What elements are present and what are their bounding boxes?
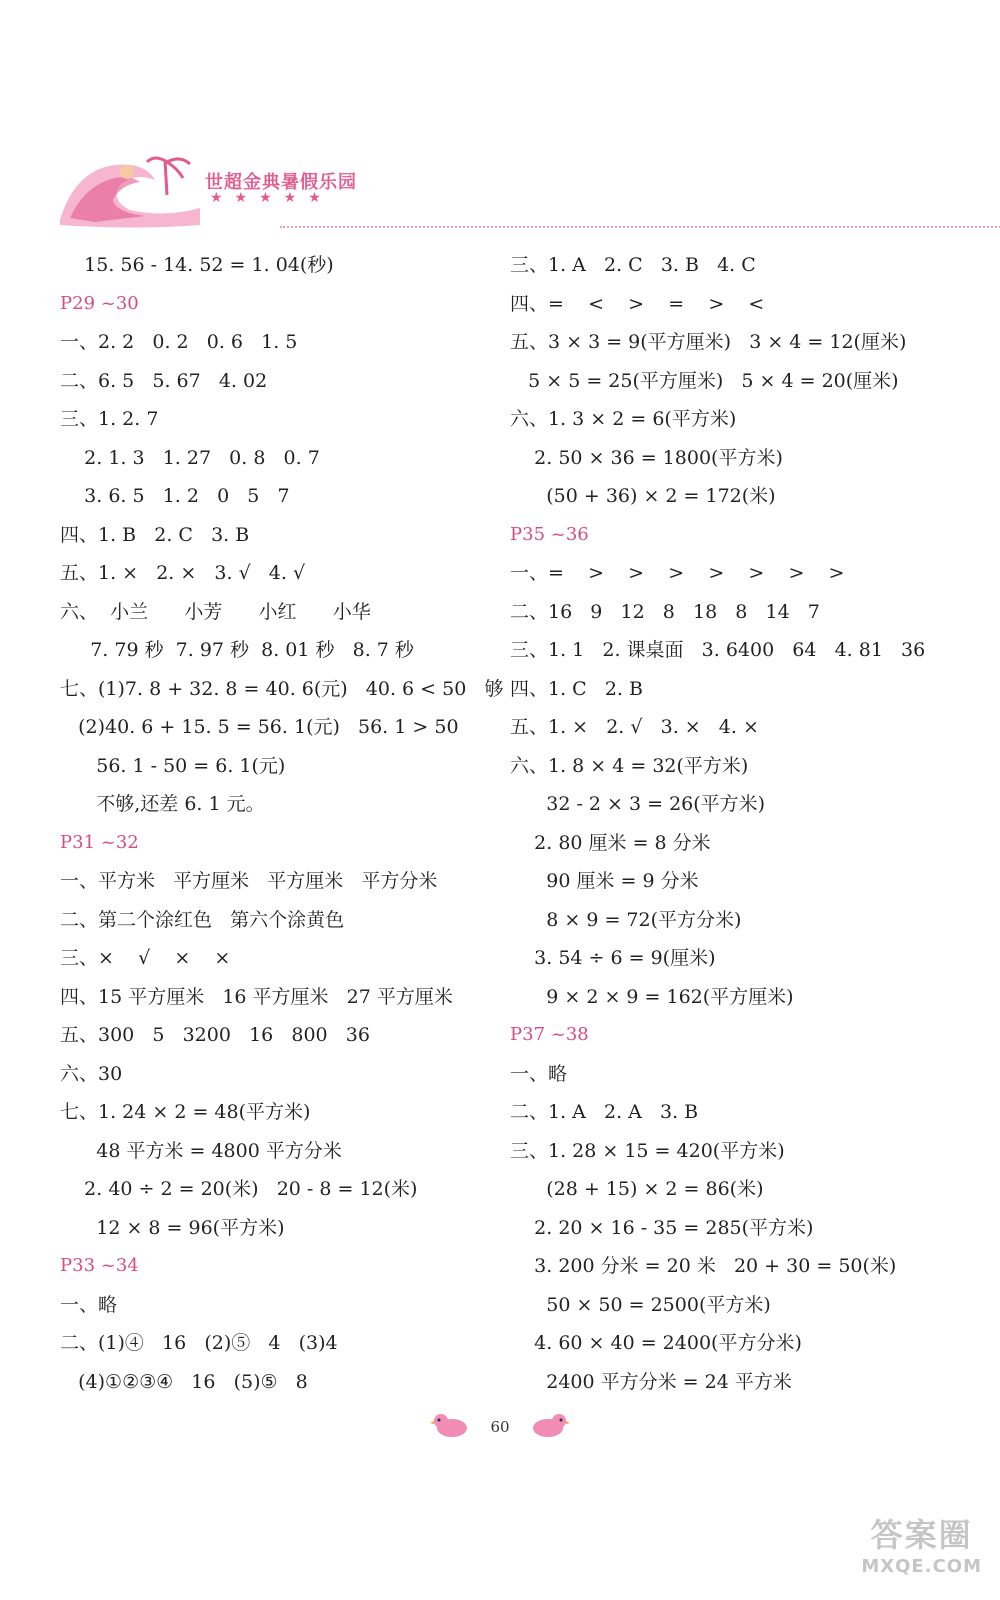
answer-line: 四、= < > = > < bbox=[510, 292, 765, 315]
answer-line: (2)40. 6 + 15. 5 = 56. 1(元) 56. 1 > 50 bbox=[60, 716, 459, 738]
answer-line: 2. 80 厘米 = 8 分米 bbox=[510, 831, 711, 854]
answer-line: 7. 79 秒 7. 97 秒 8. 01 秒 8. 7 秒 bbox=[60, 639, 414, 661]
answer-line: 二、16 9 12 8 18 8 14 7 bbox=[510, 600, 820, 623]
answer-line: 一、= > > > > > > > bbox=[510, 562, 845, 584]
answer-line: 四、1. C 2. B bbox=[510, 677, 643, 700]
answer-line: 2400 平方分米 = 24 平方米 bbox=[510, 1370, 792, 1393]
answer-line: (28 + 15) × 2 = 86(米) bbox=[510, 1178, 764, 1200]
section-heading: P37 ~38 bbox=[510, 1024, 589, 1045]
answer-line: 二、(1)④ 16 (2)⑤ 4 (3)4 bbox=[60, 1332, 338, 1354]
decorative-stars-icon: ★★★★★ bbox=[210, 190, 333, 206]
answer-line: 六、 小兰 小芳 小红 小华 bbox=[60, 600, 371, 623]
answer-line: 三、1. 28 × 15 = 420(平方米) bbox=[510, 1139, 785, 1162]
answer-line: 12 × 8 = 96(平方米) bbox=[60, 1216, 285, 1239]
answer-line: 56. 1 - 50 = 6. 1(元) bbox=[60, 754, 286, 777]
answer-line: 3. 6. 5 1. 2 0 5 7 bbox=[60, 485, 290, 507]
answer-line: 2. 50 × 36 = 1800(平方米) bbox=[510, 446, 783, 469]
answer-line: 3. 54 ÷ 6 = 9(厘米) bbox=[510, 947, 716, 969]
answer-line: 一、略 bbox=[60, 1293, 118, 1316]
bird-right-icon bbox=[530, 1410, 570, 1440]
answer-line: 四、15 平方厘米 16 平方厘米 27 平方厘米 bbox=[60, 985, 453, 1008]
answer-line: 不够,还差 6. 1 元。 bbox=[60, 793, 265, 815]
answer-line: 2. 1. 3 1. 27 0. 8 0. 7 bbox=[60, 446, 320, 469]
section-heading: P35 ~36 bbox=[510, 523, 589, 545]
answer-line: 3. 200 分米 = 20 米 20 + 30 = 50(米) bbox=[510, 1255, 897, 1277]
page-footer bbox=[0, 1410, 1000, 1450]
answer-line: 五、3 × 3 = 9(平方厘米) 3 × 4 = 12(厘米) bbox=[510, 331, 907, 353]
answer-line: 六、1. 8 × 4 = 32(平方米) bbox=[510, 754, 749, 777]
answer-line: 4. 60 × 40 = 2400(平方分米) bbox=[510, 1332, 802, 1354]
watermark bbox=[861, 1510, 982, 1577]
answer-line: 90 厘米 = 9 分米 bbox=[510, 870, 699, 892]
answer-line: 七、1. 24 × 2 = 48(平方米) bbox=[60, 1101, 311, 1123]
page-header bbox=[55, 140, 955, 240]
watermark-url: MXQE.COM bbox=[861, 1556, 982, 1577]
bird-left-icon bbox=[430, 1410, 470, 1440]
answer-line: 2. 20 × 16 - 35 = 285(平方米) bbox=[510, 1216, 814, 1239]
answer-line: (50 + 36) × 2 = 172(米) bbox=[510, 485, 776, 507]
answer-line: 七、(1)7. 8 + 32. 8 = 40. 6(元) 40. 6 < 50 够 bbox=[60, 677, 504, 700]
right-answer-column bbox=[510, 250, 970, 1405]
answer-line: 一、平方米 平方厘米 平方厘米 平方分米 bbox=[60, 870, 438, 892]
answer-line: 5 × 5 = 25(平方厘米) 5 × 4 = 20(厘米) bbox=[510, 369, 899, 392]
watermark-title: 答案圈 bbox=[870, 1516, 973, 1554]
answer-line: 二、1. A 2. A 3. B bbox=[510, 1101, 699, 1123]
section-heading: P29 ~30 bbox=[60, 292, 139, 314]
answer-line: 一、略 bbox=[510, 1062, 568, 1085]
surfing-logo-icon bbox=[55, 150, 205, 230]
brand-title: 世超金典暑假乐园 bbox=[205, 172, 357, 193]
answer-line: 五、300 5 3200 16 800 36 bbox=[60, 1024, 370, 1046]
answer-line: 四、1. B 2. C 3. B bbox=[60, 523, 250, 546]
section-heading: P31 ~32 bbox=[60, 831, 139, 853]
answer-line: 六、1. 3 × 2 = 6(平方米) bbox=[510, 408, 737, 430]
answer-line: 32 - 2 × 3 = 26(平方米) bbox=[510, 793, 766, 815]
answer-line: 三、1. 2. 7 bbox=[60, 408, 159, 430]
answer-line: 五、1. × 2. √ 3. × 4. × bbox=[510, 716, 759, 738]
page-number: 60 bbox=[490, 1418, 510, 1436]
answer-line: 三、× √ × × bbox=[60, 947, 231, 969]
answer-line: 9 × 2 × 9 = 162(平方厘米) bbox=[510, 985, 794, 1008]
section-heading: P33 ~34 bbox=[60, 1255, 139, 1276]
answer-line: 8 × 9 = 72(平方分米) bbox=[510, 908, 742, 931]
answer-line: (4)①②③④ 16 (5)⑤ 8 bbox=[60, 1370, 308, 1393]
answer-line: 一、2. 2 0. 2 0. 6 1. 5 bbox=[60, 331, 298, 353]
answer-line: 二、第二个涂红色 第六个涂黄色 bbox=[60, 908, 345, 931]
answer-line: 五、1. × 2. × 3. √ 4. √ bbox=[60, 562, 306, 584]
answer-line: 三、1. 1 2. 课桌面 3. 6400 64 4. 81 36 bbox=[510, 639, 926, 661]
answer-line: 15. 56 - 14. 52 = 1. 04(秒) bbox=[60, 254, 334, 276]
left-answer-column bbox=[60, 250, 504, 1405]
answer-line: 2. 40 ÷ 2 = 20(米) 20 - 8 = 12(米) bbox=[60, 1178, 418, 1200]
answer-line: 三、1. A 2. C 3. B 4. C bbox=[510, 254, 756, 276]
answer-line: 六、30 bbox=[60, 1062, 123, 1085]
header-divider bbox=[280, 226, 1000, 228]
answer-line: 二、6. 5 5. 67 4. 02 bbox=[60, 369, 268, 392]
answer-line: 48 平方米 = 4800 平方分米 bbox=[60, 1139, 342, 1162]
answer-line: 50 × 50 = 2500(平方米) bbox=[510, 1293, 771, 1316]
